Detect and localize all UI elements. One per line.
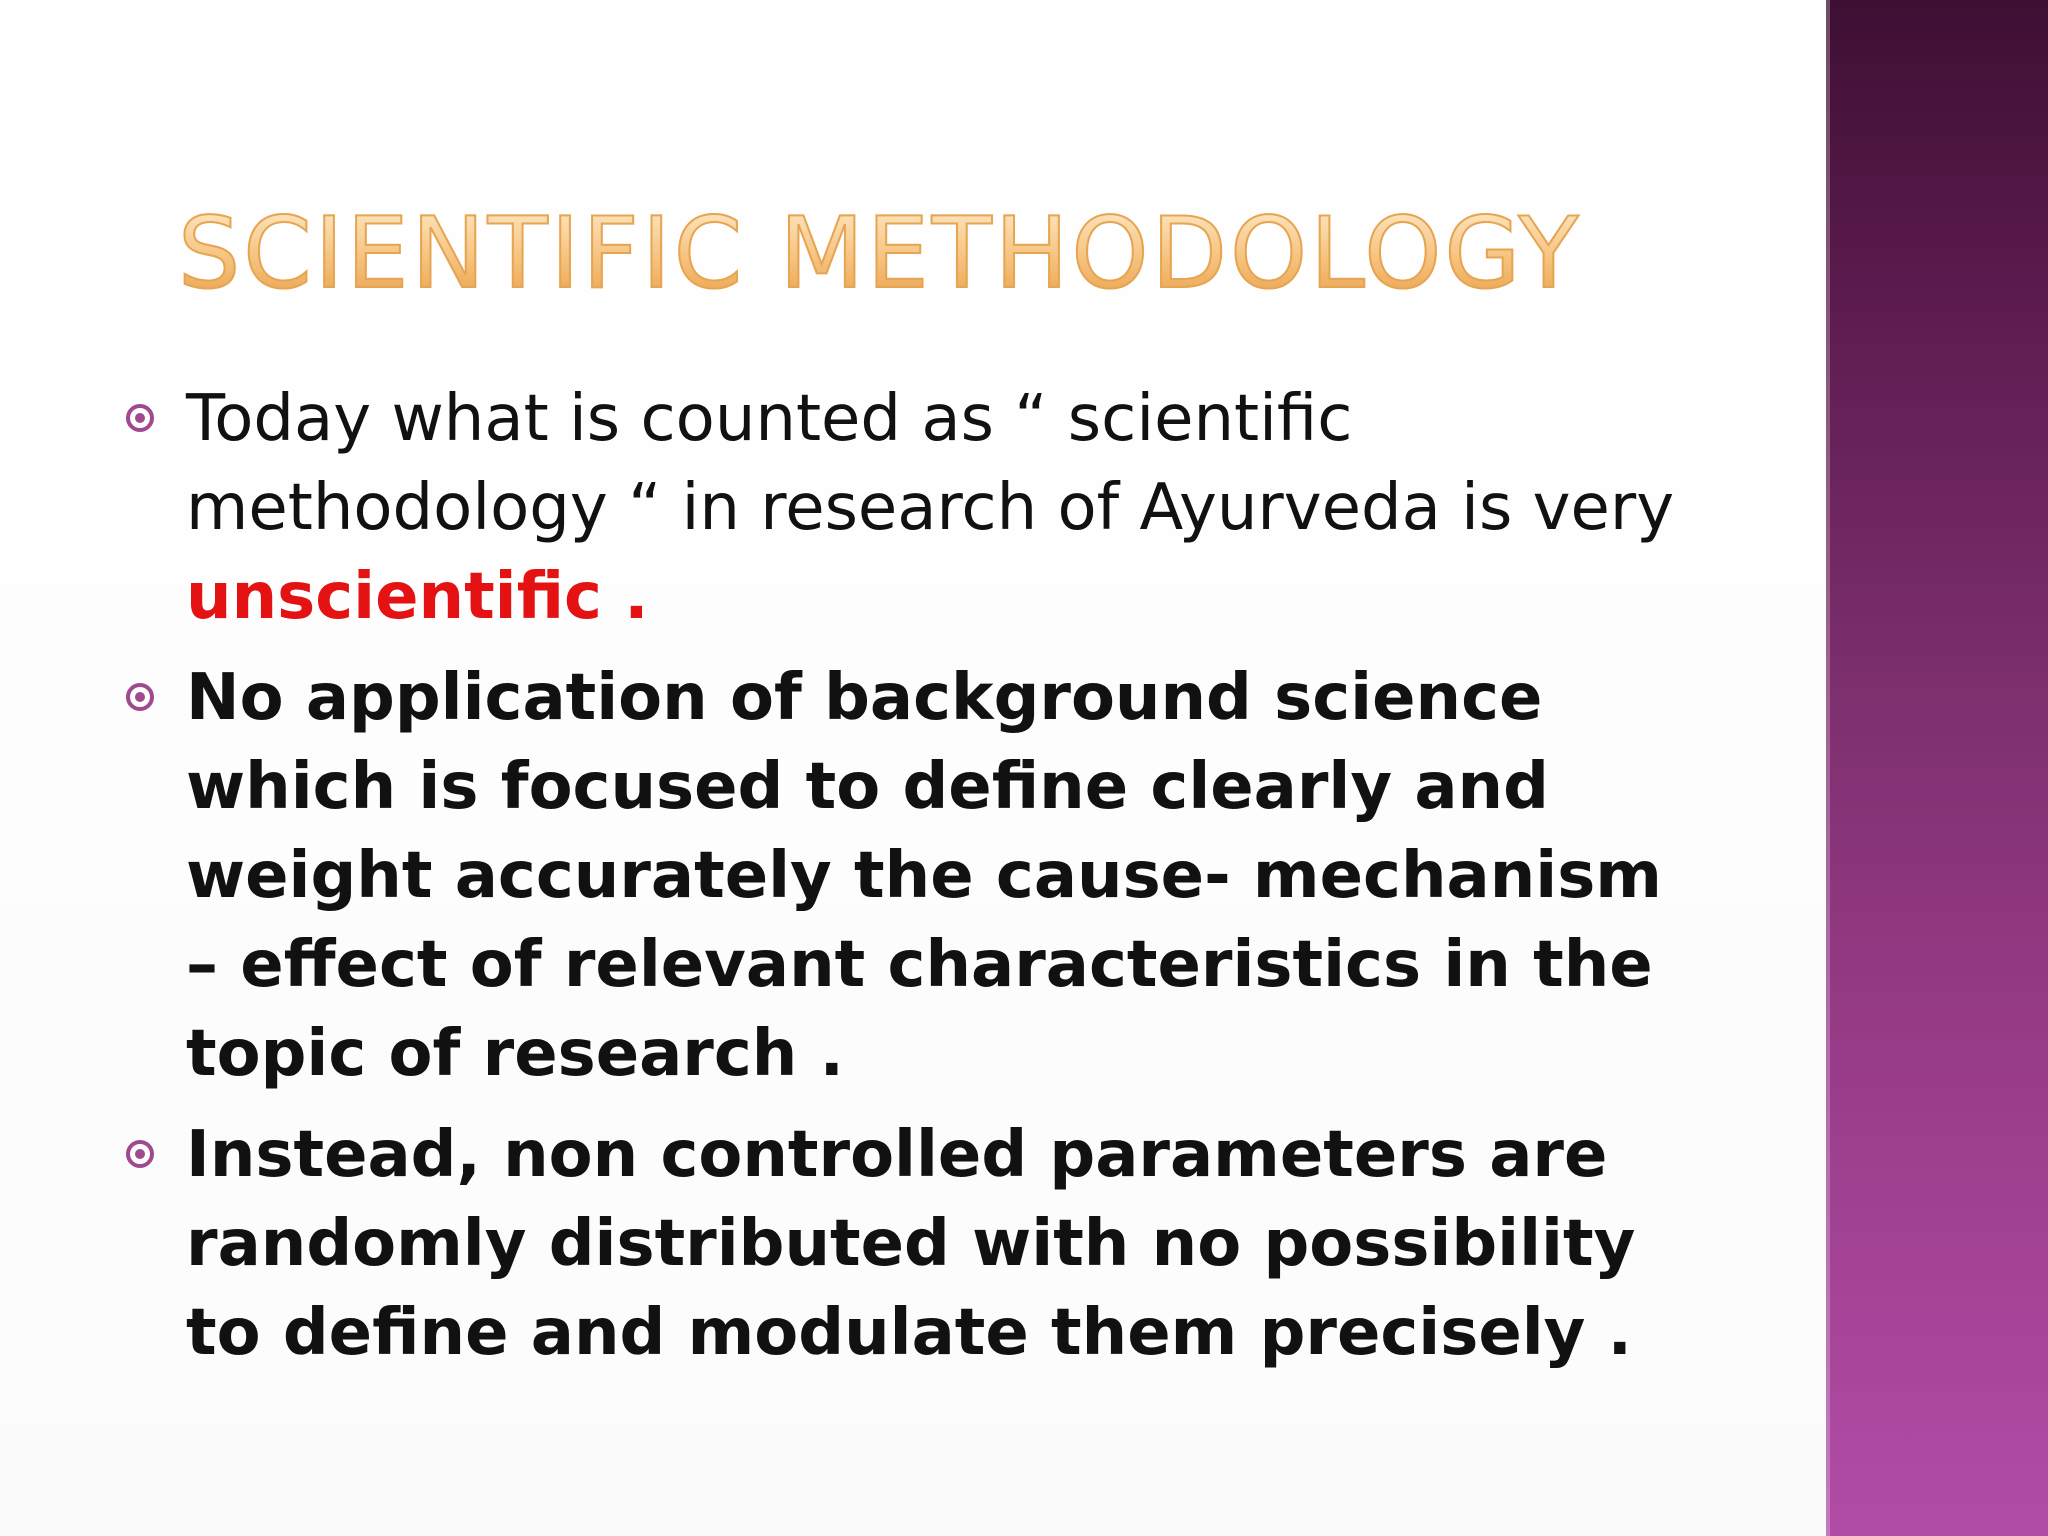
bullet-item-2 [120, 654, 1680, 1099]
bullet-list [120, 375, 1680, 1390]
decorative-sidebar [1826, 0, 2048, 1536]
bullet-text: Today what is counted as “ scientific methodology “ in research of Ayurveda is very [186, 382, 1675, 545]
bullet-item-1 [120, 375, 1680, 642]
highlight-text: unscientific . [186, 560, 649, 634]
bullet-item-3 [120, 1111, 1680, 1378]
circled-dot-icon [126, 1140, 154, 1168]
bullet-text: Instead, non controlled parameters are randomly distributed with no possibility to define and modulate them precisely . [186, 1118, 1636, 1370]
bullet-text: No application of background science which is focused to define clearly and weight accurately the cause- mechanism – effect of relevant characteristics in the topic of research . [186, 661, 1662, 1091]
circled-dot-icon [126, 404, 154, 432]
circled-dot-icon [126, 683, 154, 711]
slide-title: SCIENTIFIC METHODOLOGY [178, 197, 1582, 311]
